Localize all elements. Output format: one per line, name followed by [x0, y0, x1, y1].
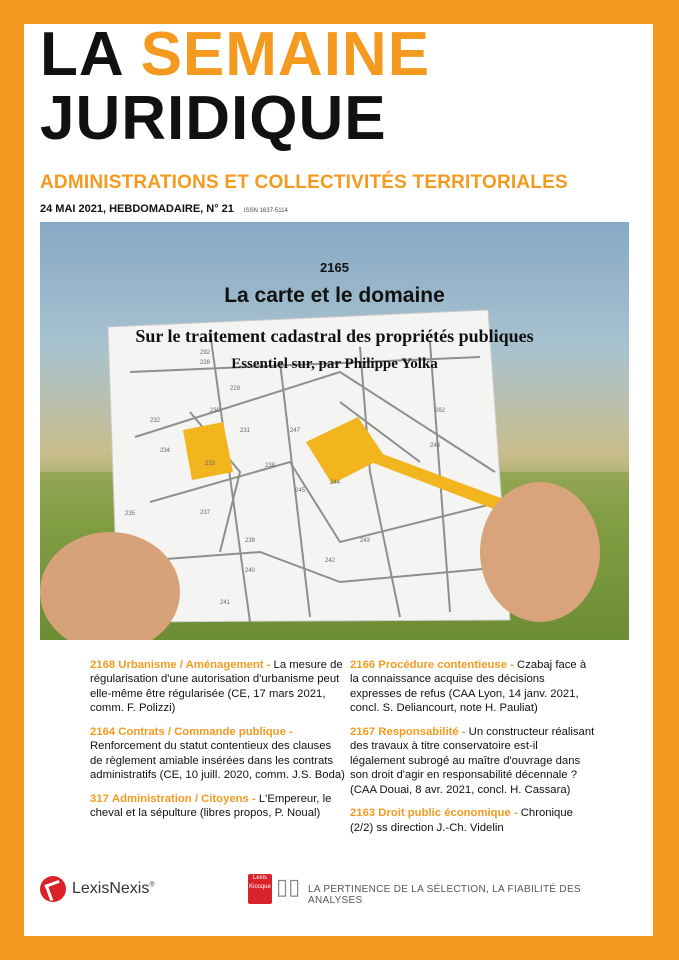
right-hand	[480, 482, 600, 622]
parcel-number: 248	[430, 443, 441, 449]
parcel-number: 235	[125, 511, 136, 517]
issue-date: 24 MAI 2021, HEBDOMADAIRE, N° 21	[40, 203, 234, 215]
lexis-kiosque-logo[interactable]	[248, 874, 272, 904]
issn: ISSN 1637-5114	[243, 208, 288, 214]
entry-rubric: Responsabilité -	[378, 725, 466, 738]
logo-semaine: SEMAINE	[140, 20, 431, 89]
parcel-number: 247	[290, 428, 301, 434]
entry-text: La mesure de régularisation d'une autorisation d'urbanisme peut elle-même être régularisée (CE, 17 mars 2021, comm. F. Polizzi)	[90, 659, 343, 715]
summary-entry[interactable]	[350, 658, 595, 716]
kiosque-line1: Lexis	[252, 875, 267, 881]
entry-rubric: Droit public économique -	[378, 807, 518, 820]
issue-info	[40, 203, 288, 215]
parcel-number: 228	[200, 360, 211, 366]
footer-tagline: LA PERTINENCE DE LA SÉLECTION, LA FIABILITÉ DES ANALYSES	[308, 884, 581, 906]
footer	[40, 870, 629, 910]
journal-subtitle: ADMINISTRATIONS ET COLLECTIVITÉS TERRITORIALES	[40, 172, 568, 193]
entry-number: 2166	[350, 659, 376, 671]
cover-article-subtitle: Sur le traitement cadastral des propriétés publiques	[135, 326, 534, 346]
brand-name: LexisNexis	[72, 880, 150, 897]
parcel-number: 238	[265, 463, 276, 469]
logo-la: LA	[40, 20, 141, 89]
parcel-number: 237	[200, 510, 211, 516]
cover-article-title: La carte et le domaine	[224, 284, 445, 307]
entry-number: 2163	[350, 807, 376, 820]
summary-entry[interactable]	[90, 658, 345, 716]
summary-column-right	[350, 658, 595, 844]
parcel-number: 292	[200, 350, 211, 356]
parcel-number: 245	[295, 488, 306, 494]
kiosque-line2: Kiosque	[249, 884, 271, 890]
cover-article-number: 2165	[320, 260, 349, 275]
entry-text: Chronique (2/2) ss direction J.-Ch. Videlin	[350, 807, 573, 834]
parcel-number: 244	[330, 480, 341, 486]
entry-text: L'Empereur, le cheval et la sépulture (libres propos, P. Noual)	[90, 792, 332, 820]
summary-entry[interactable]	[90, 792, 345, 821]
tablet-phone-icon: ▯▯	[276, 874, 301, 899]
summary-entry[interactable]	[350, 725, 595, 797]
parcel-number: 262	[435, 408, 446, 414]
cover-article-byline: Essentiel sur, par Philippe Yolka	[231, 356, 438, 372]
parcel-number: 229	[230, 386, 241, 392]
parcel-number: 231	[240, 428, 251, 434]
trademark: ®	[149, 881, 155, 889]
lexisnexis-brand[interactable]	[72, 880, 155, 898]
entry-number: 2167	[350, 725, 376, 738]
parcel-number: 232	[150, 418, 161, 424]
parcel-number: 239	[245, 538, 256, 544]
parcel-number: 233	[205, 461, 216, 467]
summary-entry[interactable]	[90, 725, 345, 783]
entry-text: Czabaj face à la connaissance acquise des décisions expresses de refus (CAA Lyon, 14 janv. 2021, concl. S. Deliancourt, note H. Pauliat)	[350, 659, 587, 715]
cover-photo	[40, 222, 629, 640]
masthead-logo	[40, 20, 431, 153]
parcel-number: 234	[160, 448, 171, 454]
parcel-number: 230	[210, 408, 221, 414]
parcel-number: 241	[220, 600, 231, 606]
entry-rubric: Procédure contentieuse -	[378, 659, 514, 671]
summary-column-left	[90, 658, 345, 830]
entry-rubric: Urbanisme / Aménagement -	[118, 659, 271, 671]
parcel-number: 242	[325, 558, 336, 564]
summary-entry[interactable]	[350, 806, 595, 835]
entry-text: Un constructeur réalisant des travaux à titre conservatoire est-il légalement subrogé au maître d'ouvrage dans son droit d'agir en responsabilité décennale ? (CAA Douai, 8 avr. 2021, concl. H. Cassara)	[350, 725, 595, 796]
entry-number: 317	[90, 792, 109, 805]
entry-rubric: Administration / Citoyens -	[112, 792, 256, 805]
entry-rubric: Contrats / Commande publique -	[118, 725, 293, 738]
logo-juridique: JURIDIQUE	[40, 84, 387, 153]
parcel-number: 243	[360, 538, 371, 544]
entry-text: Renforcement du statut contentieux des clauses de règlement amiable insérées dans les contrats administratifs (CE, 10 juill. 2020, comm. J.S. Boda)	[90, 740, 345, 782]
logo-line1	[40, 20, 431, 89]
entry-number: 2168	[90, 659, 116, 671]
entry-number: 2164	[90, 725, 116, 738]
lexisnexis-logo-icon	[40, 876, 66, 902]
parcel-number: 240	[245, 568, 256, 574]
